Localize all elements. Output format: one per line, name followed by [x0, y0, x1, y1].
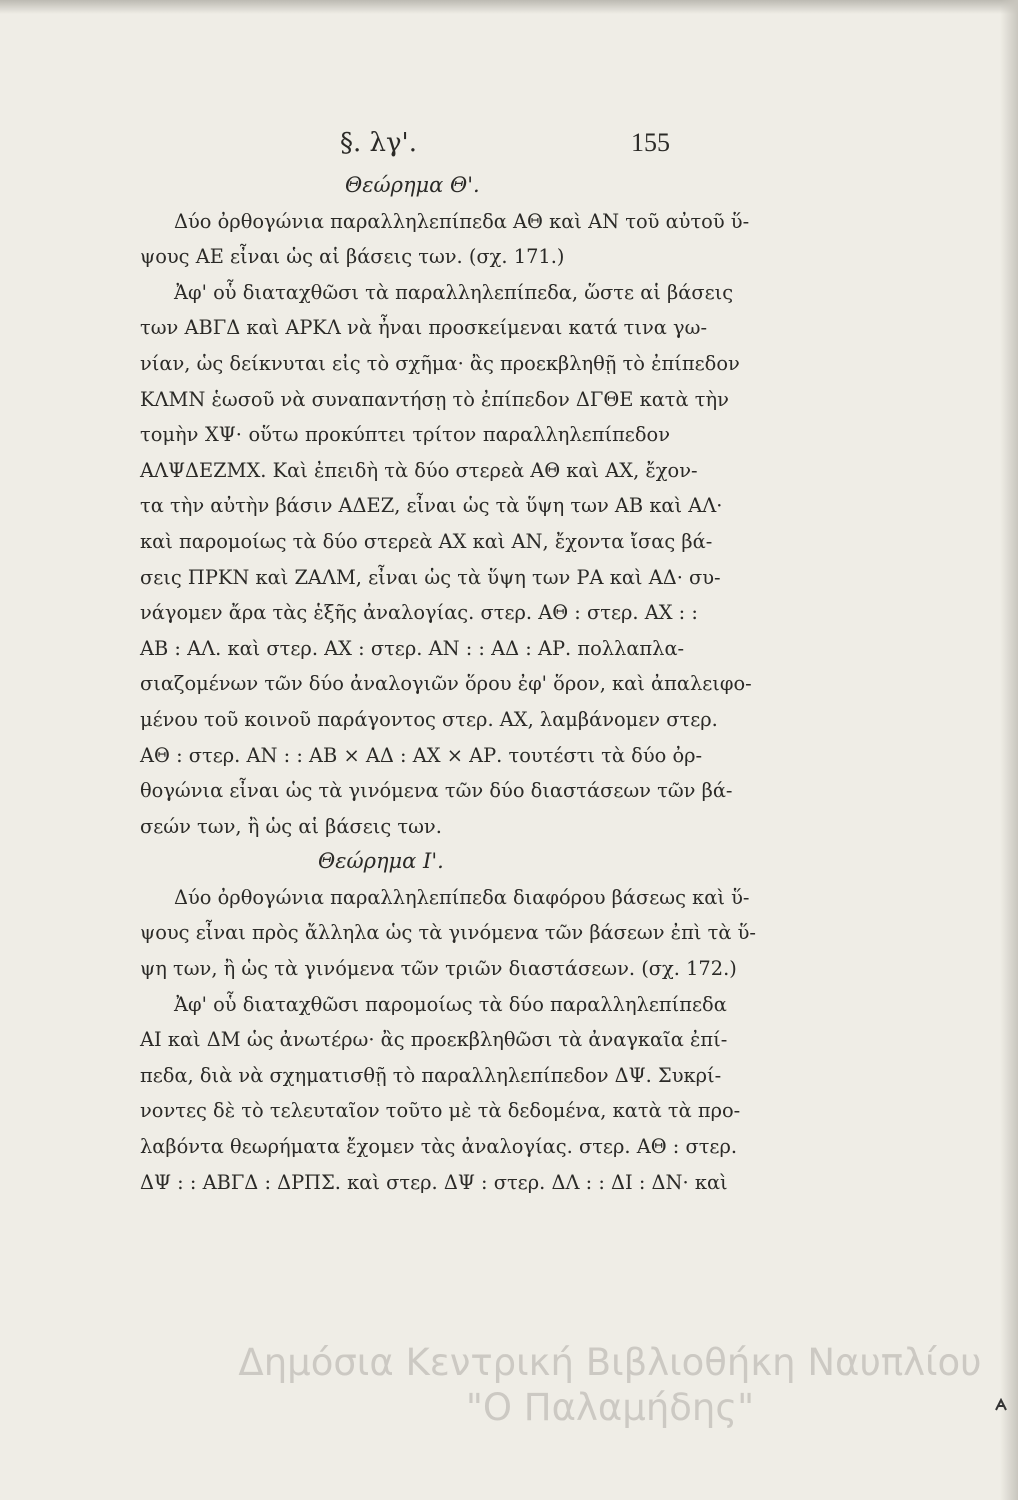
- theorem-9-line-8: ΑΛΨΔΕΖΜΧ. Καὶ ἐπειδὴ τὰ δύο στερεὰ ΑΘ καὶ ΑΧ, ἔχον-: [140, 458, 698, 482]
- theorem-9-line-16: ΑΘ : στερ. ΑΝ : : ΑΒ × ΑΔ : ΑΧ × ΑΡ. τουτέστι τὰ δύο ὀρ-: [140, 743, 703, 767]
- theorem-9-line-9: τα τὴν αὐτὴν βάσιν ΑΔΕΖ, εἶναι ὡς τὰ ὕψη των ΑΒ καὶ ΑΛ·: [140, 494, 723, 518]
- watermark-line-1: Δημόσια Κεντρική Βιβλιοθήκη Ναυπλίου: [238, 1341, 982, 1384]
- theorem-9-title: Θεώρημα Θ'.: [345, 173, 480, 197]
- running-header: [290, 128, 670, 164]
- theorem-9-line-5: νίαν, ὡς δείκνυται εἰς τὸ σχῆμα· ἂς προεκβληθῇ τὸ ἐπίπεδον: [140, 351, 740, 375]
- corner-ink-mark-icon: [994, 1398, 1008, 1412]
- theorem-10-line-2: ψους εἶναι πρὸς ἄλληλα ὡς τὰ γινόμενα τῶν βάσεων ἐπὶ τὰ ὕ-: [140, 921, 756, 945]
- theorem-10-title: Θεώρημα Ι'.: [318, 849, 444, 874]
- body-text: [140, 168, 756, 1200]
- scan-right-edge: [1000, 0, 1018, 1500]
- theorem-9-line-13: ΑΒ : ΑΛ. καὶ στερ. ΑΧ : στερ. ΑΝ : : ΑΔ : ΑΡ. πολλαπλα-: [140, 636, 685, 660]
- theorem-9-line-4: των ΑΒΓΔ καὶ ΑΡΚΛ νὰ ἦναι προσκείμεναι κατά τινα γω-: [140, 316, 708, 340]
- theorem-10-line-6: πεδα, διὰ νὰ σχηματισθῇ τὸ παραλληλεπίπεδον ΔΨ. Συκρί-: [140, 1063, 722, 1087]
- theorem-10-line-3: ψη των, ἢ ὡς τὰ γινόμενα τῶν τριῶν διαστάσεων. (σχ. 172.): [140, 957, 737, 981]
- theorem-10-line-9: ΔΨ : : ΑΒΓΔ : ΔΡΠΣ. καὶ στερ. ΔΨ : στερ. ΔΛ : : ΔΙ : ΔΝ· καὶ: [140, 1170, 728, 1194]
- theorem-9-line-7: τομὴν ΧΨ· οὕτω προκύπτει τρίτον παραλληλεπίπεδον: [140, 423, 670, 447]
- theorem-10-line-5: ΑΙ καὶ ΔΜ ὡς ἀνωτέρω· ἂς προεκβληθῶσι τὰ ἀναγκαῖα ἐπί-: [140, 1028, 728, 1052]
- scan-top-shadow: [0, 0, 1018, 14]
- theorem-9-line-12: νάγομεν ἄρα τὰς ἑξῆς ἀναλογίας. στερ. ΑΘ : στερ. ΑΧ : :: [140, 601, 698, 625]
- theorem-9-line-10: καὶ παρομοίως τὰ δύο στερεὰ ΑΧ καὶ ΑΝ, ἔχοντα ἴσας βά-: [140, 529, 713, 553]
- theorem-9-line-18: σεών των, ἢ ὡς αἱ βάσεις των.: [140, 814, 442, 838]
- theorem-10-line-7: νοντες δὲ τὸ τελευταῖον τοῦτο μὲ τὰ δεδομένα, κατὰ τὰ προ-: [140, 1099, 741, 1123]
- theorem-9-line-2: ψους ΑΕ εἶναι ὡς αἱ βάσεις των. (σχ. 171.): [140, 245, 565, 269]
- theorem-9-line-15: μένου τοῦ κοινοῦ παράγοντος στερ. ΑΧ, λαμβάνομεν στερ.: [140, 707, 718, 731]
- theorem-9-line-1: Δύο ὀρθογώνια παραλληλεπίπεδα ΑΘ καὶ ΑΝ τοῦ αὐτοῦ ὕ-: [174, 209, 750, 233]
- theorem-10-line-1: Δύο ὀρθογώνια παραλληλεπίπεδα διαφόρου βάσεως καὶ ὕ-: [174, 885, 750, 909]
- library-watermark: [225, 1340, 995, 1430]
- theorem-9-line-11: σεις ΠΡΚΝ καὶ ΖΑΛΜ, εἶναι ὡς τὰ ὕψη των ΡΑ καὶ ΑΔ· συ-: [140, 565, 721, 589]
- watermark-line-2: "Ο Παλαμήδης": [465, 1386, 755, 1429]
- theorem-9-line-17: θογώνια εἶναι ὡς τὰ γινόμενα τῶν δύο διαστάσεων τῶν βά-: [140, 779, 733, 803]
- theorem-9-line-6: ΚΛΜΝ ἑωσοῦ νὰ συναπαντήσῃ τὸ ἐπίπεδον ΔΓΘΕ κατὰ τὴν: [140, 387, 729, 411]
- theorem-10-line-4: Ἀφ' οὗ διαταχθῶσι παρομοίως τὰ δύο παραλληλεπίπεδα: [174, 992, 727, 1016]
- section-number: §. λγ'.: [340, 128, 417, 158]
- page-number: 155: [631, 128, 670, 157]
- theorem-9-line-14: σιαζομένων τῶν δύο ἀναλογιῶν ὅρου ἐφ' ὅρον, καὶ ἀπαλειφο-: [140, 672, 752, 696]
- theorem-9-line-3: Ἀφ' οὗ διαταχθῶσι τὰ παραλληλεπίπεδα, ὥστε αἱ βάσεις: [174, 280, 734, 304]
- theorem-10-line-8: λαβόντα θεωρήματα ἔχομεν τὰς ἀναλογίας. στερ. ΑΘ : στερ.: [140, 1135, 738, 1159]
